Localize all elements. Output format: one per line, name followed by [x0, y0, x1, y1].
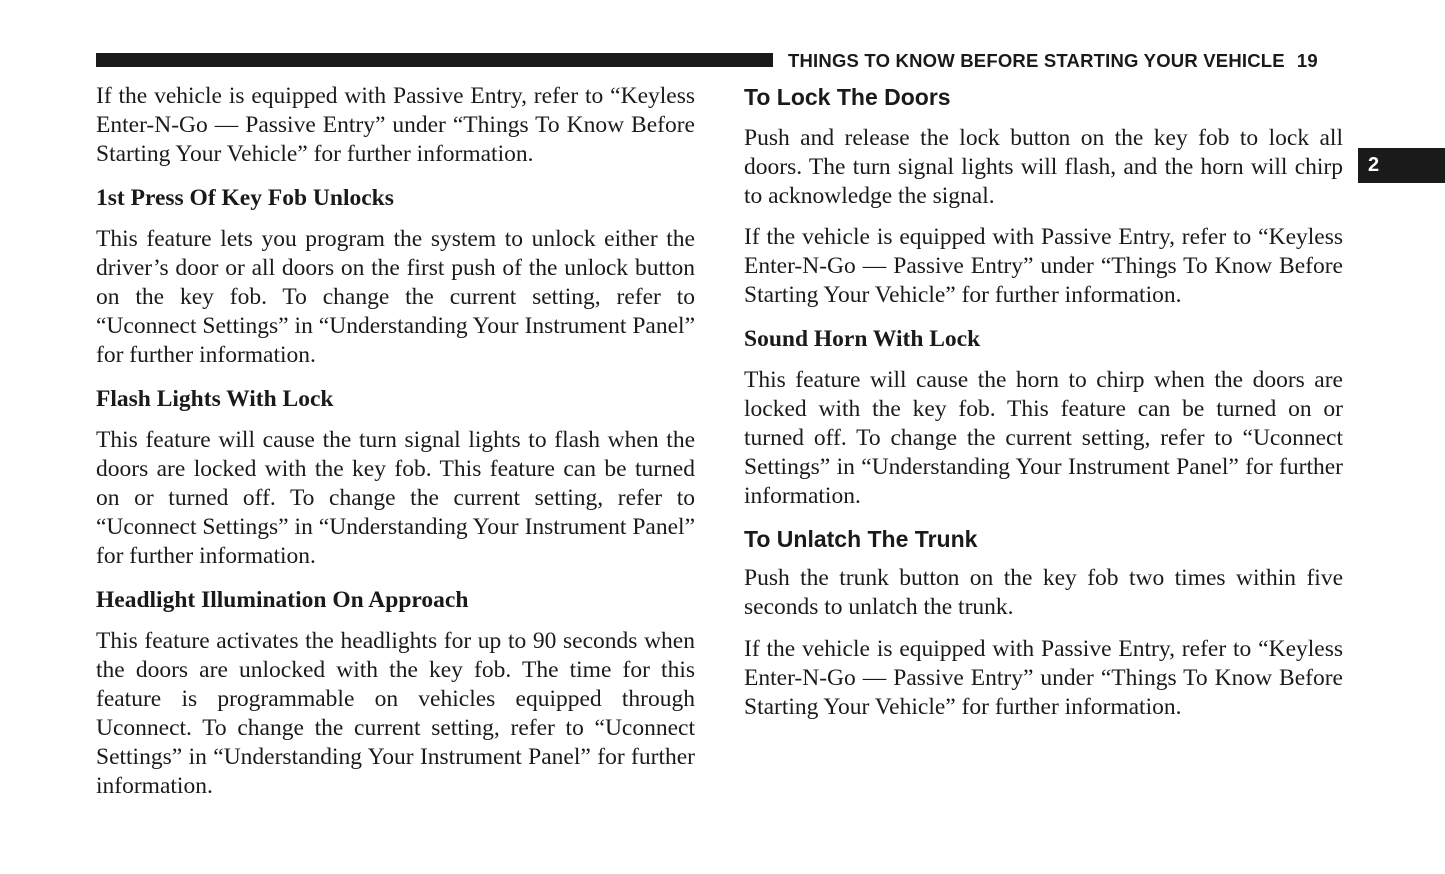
- section-heading-unlatch-trunk: To Unlatch The Trunk: [744, 526, 978, 552]
- section-heading-key-fob-unlocks: 1st Press Of Key Fob Unlocks: [96, 185, 394, 211]
- intro-paragraph: If the vehicle is equipped with Passive Entry, refer to “Keyless Enter-N-Go — Passive Entry” under “Things To Know Before Starting Your Vehicle” for further information.: [96, 83, 695, 167]
- section-heading-headlight-illumination: Headlight Illumination On Approach: [96, 587, 469, 613]
- right-column: [744, 82, 1343, 735]
- unlatch-trunk-paragraph-1: Push the trunk button on the key fob two times within five seconds to unlatch the trunk.: [744, 565, 1343, 620]
- running-header: [788, 50, 1318, 72]
- sound-horn-paragraph: This feature will cause the horn to chirp when the doors are locked with the key fob. This feature can be turned on or turned off. To change the current setting, refer to “Uconnect Settings” in “Understanding Your Instrument Panel” for further information.: [744, 367, 1343, 509]
- header-rule: [96, 53, 773, 67]
- left-column: [96, 82, 695, 814]
- section-body-flash-lights: This feature will cause the turn signal lights to flash when the doors are locked with the key fob. This feature can be turned on or turned off. To change the current setting, refer to “Uconnect Settings” in “Understanding Your Instrument Panel” for further information.: [96, 427, 695, 569]
- section-heading-lock-doors: To Lock The Doors: [744, 84, 951, 110]
- section-body-key-fob-unlocks: This feature lets you program the system to unlock either the driver’s door or all doors on the first push of the unlock button on the key fob. To change the current setting, refer to “Uconnect Settings” in “Understanding Your Instrument Panel” for further information.: [96, 226, 695, 368]
- header-title: THINGS TO KNOW BEFORE STARTING YOUR VEHICLE: [788, 50, 1285, 71]
- section-heading-flash-lights: Flash Lights With Lock: [96, 386, 334, 412]
- lock-doors-paragraph-2: If the vehicle is equipped with Passive Entry, refer to “Keyless Enter-N-Go — Passive Entry” under “Things To Know Before Starting Your Vehicle” for further information.: [744, 224, 1343, 308]
- section-heading-sound-horn: Sound Horn With Lock: [744, 326, 981, 352]
- section-body-headlight-illumination: This feature activates the headlights for up to 90 seconds when the doors are unlocked with the key fob. The time for this feature is programmable on vehicles equipped through Uconnect. To change the current setting, refer to “Uconnect Settings” in “Understanding Your Instrument Panel” for further information.: [96, 628, 695, 799]
- page-number: 19: [1296, 50, 1318, 71]
- chapter-tab: 2: [1358, 148, 1445, 183]
- lock-doors-paragraph-1: Push and release the lock button on the key fob to lock all doors. The turn signal lights will flash, and the horn will chirp to acknowledge the signal.: [744, 125, 1343, 209]
- unlatch-trunk-paragraph-2: If the vehicle is equipped with Passive Entry, refer to “Keyless Enter-N-Go — Passive Entry” under “Things To Know Before Starting Your Vehicle” for further information.: [744, 636, 1343, 720]
